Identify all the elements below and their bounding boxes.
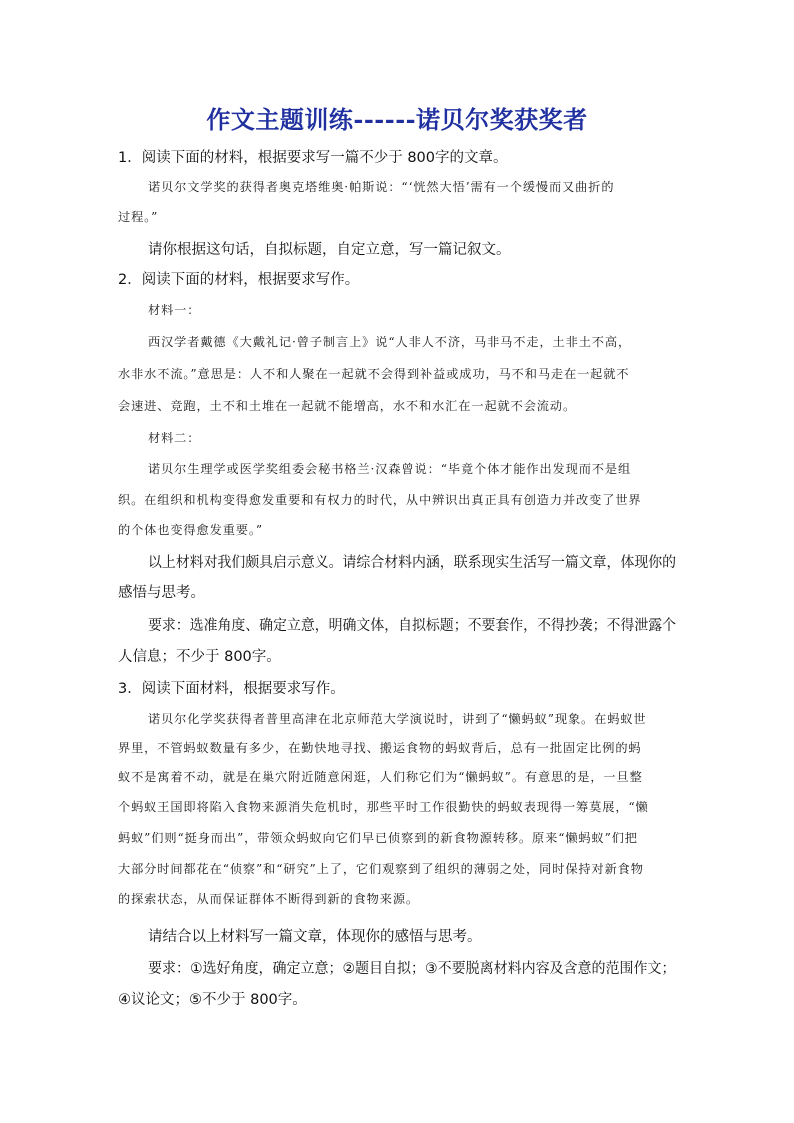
q1-prompt: 1．阅读下面的材料，根据要求写一篇不少于 800字的文章。 bbox=[118, 150, 508, 166]
document-title: 作文主题训练------诺贝尔奖获奖者 bbox=[206, 105, 588, 134]
q3-material-line: 蚁不是寓着不动，就是在巢穴附近随意闲逛，人们称它们为“懒蚂蚁”。有意思的是，一旦整 bbox=[118, 770, 643, 784]
q3-requirement-line: ④议论文；⑤不少于 800字。 bbox=[118, 992, 307, 1008]
q2-material2-line: 的个体也变得愈发重要。” bbox=[118, 523, 263, 537]
q2-requirement-line: 要求：选准角度、确定立意，明确文体，自拟标题；不要套作，不得抄袭；不得泄露个 bbox=[148, 618, 677, 634]
q2-material1-line: 会速进、竞跑，土不和土堆在一起就不能增高，水不和水汇在一起就不会流动。 bbox=[118, 399, 577, 413]
q3-material-line: 蚂蚁”们则“挺身而出”，带领众蚂蚁向它们早已侦察到的新食物源转移。原来“懒蚂蚁”们把 bbox=[118, 831, 638, 845]
q3-material-line: 个蚂蚁王国即将陷入食物来源消失危机时，那些平时工作很勤快的蚂蚁表现得一筹莫展，“懒 bbox=[118, 800, 649, 814]
q2-material1-line: 西汉学者戴德《大戴礼记·曾子制言上》说“人非人不济，马非马不走，土非土不高， bbox=[148, 335, 632, 349]
q2-material1-line: 水非水不流。”意思是：人不和人聚在一起就不会得到补益或成功，马不和马走在一起就不 bbox=[118, 367, 630, 381]
q2-instruction-line: 感悟与思考。 bbox=[118, 585, 205, 601]
q3-instruction: 请结合以上材料写一篇文章，体现你的感悟与思考。 bbox=[148, 929, 482, 945]
q2-material2-line: 织。在组织和机构变得愈发重要和有权力的时代，从中辨识出真正具有创造力并改变了世界 bbox=[118, 493, 642, 507]
q2-material2-line: 诺贝尔生理学或医学奖组委会秘书格兰·汉森曾说：“毕竟个体才能作出发现而不是组 bbox=[148, 462, 632, 476]
q3-prompt: 3．阅读下面材料，根据要求写作。 bbox=[118, 681, 345, 697]
q2-requirement-line: 人信息；不少于 800字。 bbox=[118, 649, 281, 665]
q1-material-line: 过程。” bbox=[118, 210, 159, 224]
q1-material-line: 诺贝尔文学奖的获得者奥克塔维奥·帕斯说：“‘恍然大悟’需有一个缓慢而又曲折的 bbox=[148, 180, 615, 194]
q3-material-line: 界里，不管蚂蚁数量有多少，在勤快地寻找、搬运食物的蚂蚁背后，总有一批固定比例的蚂 bbox=[118, 741, 642, 755]
q3-material-line: 的探索状态，从而保证群体不断得到新的食物来源。 bbox=[118, 892, 420, 906]
q3-requirement-line: 要求：①选好角度，确定立意；②题目自拟；③不要脱离材料内容及含意的范围作文； bbox=[148, 961, 676, 977]
q2-material1-label: 材料一： bbox=[148, 303, 201, 317]
q3-material-line: 大部分时间都花在“侦察”和“研究”上了，它们观察到了组织的薄弱之处，同时保持对新食物 bbox=[118, 862, 644, 876]
q2-material2-label: 材料二： bbox=[148, 431, 201, 445]
q3-material-line: 诺贝尔化学奖获得者普里高津在北京师范大学演说时，讲到了“懒蚂蚁”现象。在蚂蚁世 bbox=[148, 712, 647, 726]
q1-instruction: 请你根据这句话，自拟标题，自定立意，写一篇记叙文。 bbox=[148, 242, 511, 258]
q2-instruction-line: 以上材料对我们颇具启示意义。请综合材料内涵，联系现实生活写一篇文章，体现你的 bbox=[148, 555, 677, 571]
q2-prompt: 2．阅读下面的材料，根据要求写作。 bbox=[118, 272, 360, 288]
